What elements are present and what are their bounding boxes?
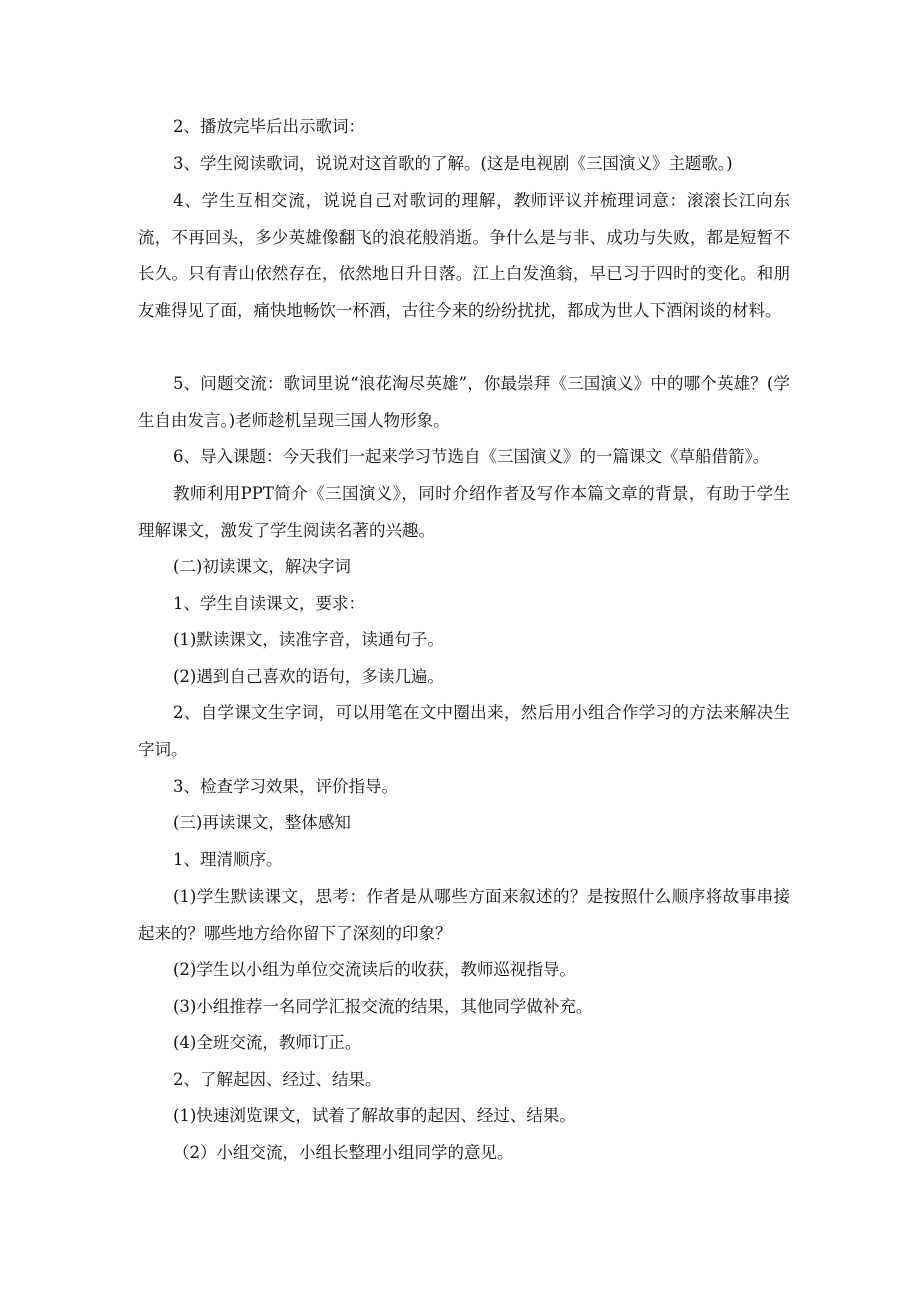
paragraph-6: 教师利用PPT简介《三国演义》，同时介绍作者及写作本篇文章的背景，有助于学生理解课文，激发了学生阅读名著的兴趣。 [138, 484, 790, 540]
paragraph-11: 3、检查学习效果，评价指导。 [173, 777, 398, 796]
paragraph-14: (2)学生以小组为单位交流读后的收获，教师巡视指导。 [173, 960, 576, 979]
paragraph-17: 2、了解起因、经过、结果。 [173, 1070, 382, 1089]
paragraph-2: 3、学生阅读歌词，说说对这首歌的了解。(这是电视剧《三国演义》主题歌。) [173, 154, 733, 173]
paragraph-3: 4、学生互相交流，说说自己对歌词的理解，教师评议并梳理词意：滚滚长江向东流，不再回头，多少英雄像翻飞的浪花般消逝。争什么是与非、成功与失败，都是短暂不长久。只有青山依然存在，依然地日升日落。江上白发渔翁，早已习于四时的变化。和朋友难得见了面，痛快地畅饮一杯酒，古往今来的纷纷扰扰，都成为世人下酒闲谈的材料。 [138, 191, 790, 320]
paragraph-10: 2、自学课文生字词，可以用笔在文中圈出来，然后用小组合作学习的方法来解决生字词。 [138, 703, 790, 759]
section-heading-3: (三)再读课文，整体感知 [173, 813, 351, 832]
paragraph-18: (1)快速浏览课文，试着了解故事的起因、经过、结果。 [173, 1106, 576, 1125]
section-heading-2: (二)初读课文，解决字词 [173, 557, 351, 576]
paragraph-19: （2）小组交流，小组长整理小组同学的意见。 [173, 1143, 514, 1162]
paragraph-15: (3)小组推荐一名同学汇报交流的结果，其他同学做补充。 [173, 997, 593, 1016]
paragraph-9: (2)遇到自己喜欢的语句，多读几遍。 [173, 667, 444, 686]
paragraph-12: 1、理清顺序。 [173, 850, 283, 869]
paragraph-7: 1、学生自读课文，要求： [173, 594, 365, 613]
paragraph-13: (1)学生默读课文，思考：作者是从哪些方面来叙述的？是按照什么顺序将故事串接起来的？哪些地方给你留下了深刻的印象？ [138, 887, 790, 943]
paragraph-8: (1)默读课文，读准字音，读通句子。 [173, 630, 444, 649]
paragraph-5: 6、导入课题：今天我们一起来学习节选自《三国演义》的一篇课文《草船借箭》。 [173, 447, 770, 466]
paragraph-4: 5、问题交流：歌词里说“浪花淘尽英雄”，你最崇拜《三国演义》中的哪个英雄？(学生自由发言。)老师趁机呈现三国人物形象。 [138, 374, 790, 430]
paragraph-16: (4)全班交流，教师订正。 [173, 1033, 362, 1052]
paragraph-1: 2、播放完毕后出示歌词： [173, 117, 365, 136]
